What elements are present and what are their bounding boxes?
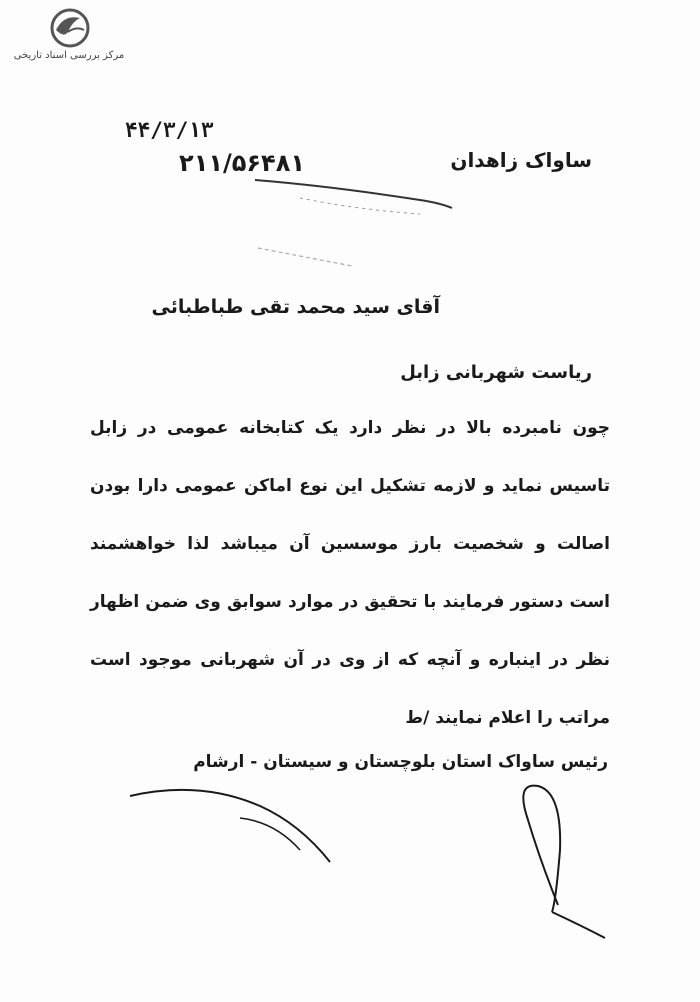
body-line: اصالت و شخصیت بارز موسسین آن میباشد لذا خواهشمند: [90, 534, 610, 554]
body-line: نظر در اینباره و آنچه که از وی در آن شهربانی موجود است: [90, 650, 610, 670]
recipient-role: ریاست شهربانی زابل: [400, 362, 592, 383]
header-faint-stroke: [258, 248, 352, 266]
handwritten-signature: [523, 786, 560, 912]
header-faint-stroke: [300, 198, 420, 214]
signature-line: رئیس ساواک استان بلوچستان و سیستان - ارشام: [193, 752, 608, 772]
sender-office: ساواک زاهدان: [450, 148, 592, 172]
handwritten-signature: [552, 912, 605, 938]
reference-number: ۲۱۱/۵۶۴۸۱: [179, 149, 305, 177]
handwritten-signature: [130, 790, 330, 862]
body-line: است دستور فرمایند با تحقیق در موارد سوابق وی ضمن اظهار: [90, 592, 610, 612]
handwritten-signature: [240, 818, 300, 850]
body-line: تاسیس نماید و لازمه تشکیل این نوع اماکن عمومی دارا بودن: [90, 476, 610, 496]
archive-caption: مرکز بررسی اسناد تاریخی: [13, 50, 125, 61]
recipient-name: آقای سید محمد تقی طباطبائی: [151, 296, 440, 318]
letter-date: ۴۴/۳/۱۳: [125, 118, 214, 142]
header-underline-stroke: [255, 180, 452, 208]
body-line: مراتب را اعلام نمایند /ط: [405, 708, 610, 728]
body-line: چون نامبرده بالا در نظر دارد یک کتابخانه عمومی در زابل: [90, 418, 610, 438]
